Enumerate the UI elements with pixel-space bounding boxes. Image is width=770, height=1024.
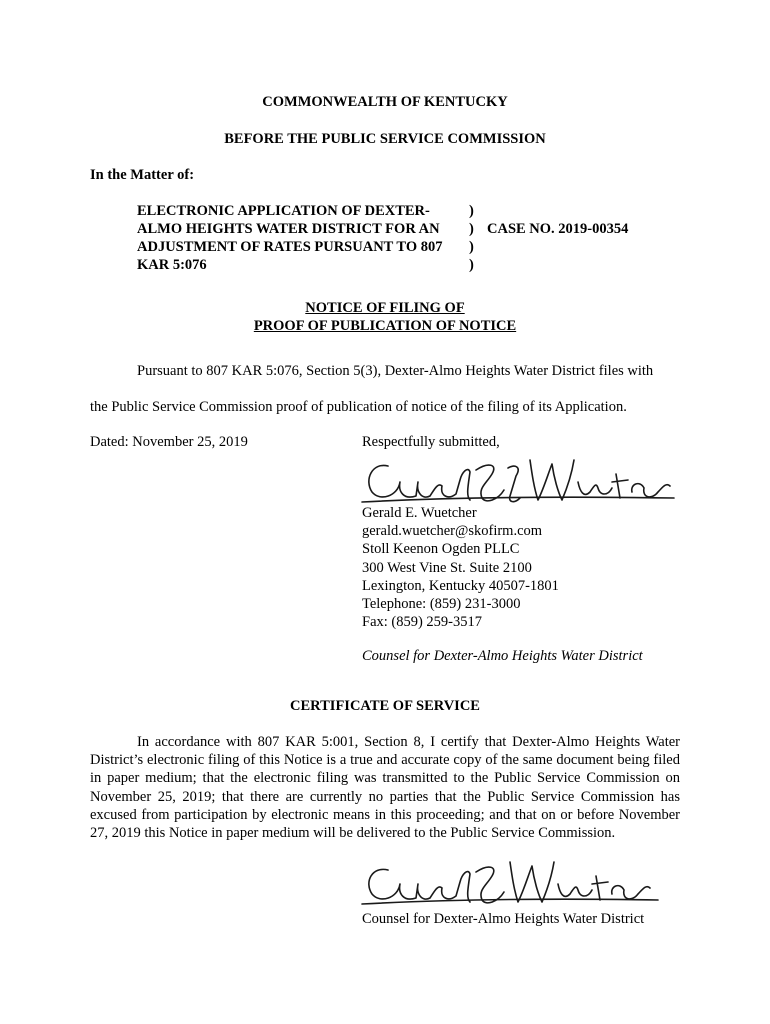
caption-paren-3: ) — [469, 239, 474, 255]
notice-title-line-1: NOTICE OF FILING OF — [305, 300, 465, 316]
firm-telephone: Telephone: (859) 231-3000 — [362, 596, 521, 613]
notice-title-line-2: PROOF OF PUBLICATION OF NOTICE — [253, 318, 517, 334]
firm-fax: Fax: (859) 259-3517 — [362, 614, 483, 631]
certificate-title: CERTIFICATE OF SERVICE — [290, 698, 480, 714]
heading-commonwealth: COMMONWEALTH OF KENTUCKY — [262, 94, 508, 110]
certificate-counsel-caption: Counsel for Dexter-Almo Heights Water District — [362, 911, 645, 927]
caption-line-1: ELECTRONIC APPLICATION OF DEXTER- — [137, 203, 430, 219]
signature-block — [362, 504, 559, 631]
certificate-signature-image — [358, 852, 668, 912]
notice-body-line-1: Pursuant to 807 KAR 5:076, Section 5(3), Dexter-Almo Heights Water District files with — [137, 363, 654, 379]
caption-line-4: KAR 5:076 — [137, 257, 207, 273]
dated-line: Dated: November 25, 2019 — [90, 434, 248, 450]
certificate-body: In accordance with 807 KAR 5:001, Section 8, I certify that Dexter-Almo Heights Water District’s electronic filing of this Notice is a true and accurate copy of the same document being filed in paper medium; that the electronic filing was transmitted to the Public Service Commission on November 25, 2019; that there are currently no parties that the Public Service Commission has excused from participation by electronic means in this proceeding; and that on or before November 27, 2019 this Notice in paper medium will be delivered to the Public Service Commission. — [90, 734, 680, 842]
signer-email: gerald.wuetcher@skofirm.com — [362, 523, 543, 540]
caption-paren-2: ) — [469, 221, 474, 237]
notice-body-line-2: the Public Service Commission proof of publication of notice of the filing of its Application. — [90, 399, 627, 415]
signature-image — [358, 452, 678, 510]
caption-paren-4: ) — [469, 257, 474, 273]
firm-street: 300 West Vine St. Suite 2100 — [362, 559, 532, 576]
matter-label: In the Matter of: — [90, 167, 195, 183]
case-number: CASE NO. 2019-00354 — [487, 221, 629, 237]
counsel-title: Counsel for Dexter-Almo Heights Water District — [362, 648, 643, 664]
caption-line-2: ALMO HEIGHTS WATER DISTRICT FOR AN — [137, 221, 440, 237]
signer-name: Gerald E. Wuetcher — [362, 505, 477, 521]
firm-name: Stoll Keenon Ogden PLLC — [362, 541, 520, 558]
firm-city: Lexington, Kentucky 40507-1801 — [362, 577, 559, 594]
heading-commission: BEFORE THE PUBLIC SERVICE COMMISSION — [224, 131, 546, 147]
caption-paren-1: ) — [469, 203, 474, 219]
caption-line-3: ADJUSTMENT OF RATES PURSUANT TO 807 — [137, 239, 443, 255]
respectfully-submitted: Respectfully submitted, — [362, 434, 500, 450]
